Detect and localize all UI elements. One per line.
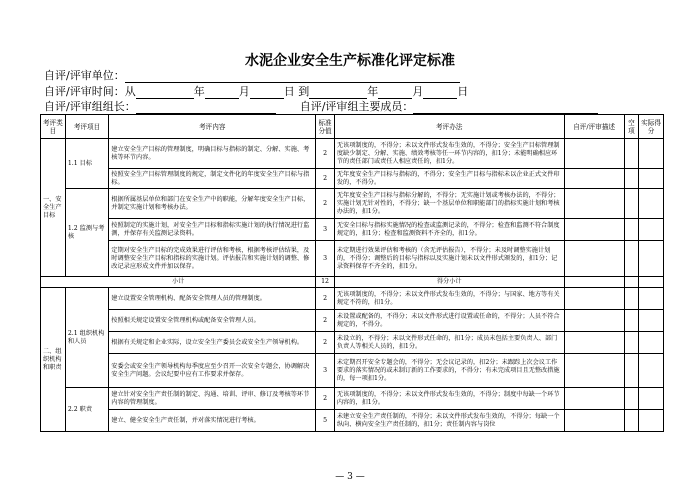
method-cell: 无该项制度的，不得分；未以文件形式发布生效的，不得分；安全生产目标管理制度缺少制定、分解、实施、绩效考核等任一环节内容的，扣1分；未能明确相应环节的责任部门或责任人相应责任的，扣1分。: [334, 139, 564, 169]
category-cell: 一、安全生产目标: [41, 139, 66, 277]
table-row: [41, 189, 664, 219]
content-cell: 建立设置安全管理机构、配备安全管理人员的管理制度。: [109, 288, 316, 310]
table-row: [41, 219, 664, 241]
method-cell: 无该项制度的，不得分；未以文件形式发布生效的，不得分；与国家、地方等有关规定不符的，扣1分。: [334, 288, 564, 310]
description-cell[interactable]: [564, 219, 624, 241]
table-row: [41, 332, 664, 354]
score-cell: 2: [316, 388, 335, 410]
method-cell: 未定期进行效果评估和考核的（含无评估报告），不得分；未及时调整实施计划的，不得分；调整后的目标与指标以及实施计划未以文件形式颁发的，扣1分；记录资料保存不齐全的，扣1分。: [334, 241, 564, 277]
item-cell: 1.1 目标: [65, 139, 108, 189]
table-row: [41, 241, 664, 277]
subtotal-label: 小计: [41, 277, 316, 288]
actual-score-cell[interactable]: [639, 169, 664, 189]
blank-cell[interactable]: [624, 219, 638, 241]
subtotal-score: 12: [316, 277, 335, 288]
description-cell[interactable]: [564, 241, 624, 277]
content-cell: 安委会或安全生产领导机构每季度应至少召开一次安全专题会，协调解决安全生产问题。会议纪要中应有工作要求并保存。: [109, 354, 316, 388]
item-cell: 2.1 组织机构和人员: [65, 288, 108, 388]
blank-cell[interactable]: [624, 410, 638, 432]
score-cell: 2: [316, 169, 335, 189]
score-cell: 5: [316, 410, 335, 432]
item-cell: 1.2 监测与考核: [65, 189, 108, 277]
actual-score-cell[interactable]: [639, 139, 664, 169]
blank-cell[interactable]: [624, 288, 638, 310]
method-cell: 无年度安全生产目标与指标的，不得分；安全生产目标与指标未以企业正式文件印发的，不得分。: [334, 169, 564, 189]
score-cell: 2: [316, 310, 335, 332]
content-cell: 按照安全生产目标管理制度的规定，制定文件化的年度安全生产目标与指标。: [109, 169, 316, 189]
members-label: 自评/评审组主要成员：: [299, 100, 414, 113]
page-number: — 3 —: [335, 472, 365, 482]
score-cell: 3: [316, 219, 335, 241]
score-cell: 3: [316, 354, 335, 388]
score-cell: 3: [316, 241, 335, 277]
time-line: 自评/评审时间：从 年 月 日 到 年 月 日: [44, 85, 469, 98]
blank-cell[interactable]: [624, 388, 638, 410]
unit-blank: [125, 71, 460, 83]
description-cell[interactable]: [564, 139, 624, 169]
description-cell[interactable]: [564, 354, 624, 388]
blank-cell[interactable]: [624, 354, 638, 388]
actual-score-cell[interactable]: [639, 354, 664, 388]
method-cell: 未设立的，不得分；未以文件形式任命的，扣1分；成员未包括主要负责人、部门负责人等相关人员的，扣1分。: [334, 332, 564, 354]
content-cell: 建立安全生产目标的管理制度，明确目标与指标的制定、分解、实施、考核等环节内容。: [109, 139, 316, 169]
table-row: [41, 310, 664, 332]
header-blank: 空项: [624, 115, 638, 139]
method-cell: 未建立安全生产责任制的，不得分；未以文件形式发布生效的，不得分；每缺一个纵向、横向安全生产责任制的，扣1分；责任制内容与岗位: [334, 410, 564, 432]
actual-score-cell[interactable]: [639, 219, 664, 241]
header-category: 考评类目: [41, 115, 66, 139]
table-row: [41, 354, 664, 388]
blank-cell[interactable]: [624, 189, 638, 219]
content-cell: 根据所属基层单位和部门在安全生产中的职能，分解年度安全生产目标，并制定实施计划和考核办法。: [109, 189, 316, 219]
description-cell[interactable]: [564, 169, 624, 189]
description-cell[interactable]: [564, 410, 624, 432]
method-cell: 无安全目标与指标实施情况的检查或监测记录的，不得分；检查和监测不符合制度规定的，扣1分；检查和监测资料不齐全的，扣1分。: [334, 219, 564, 241]
header-actual: 实际得分: [639, 115, 664, 139]
item-cell: 2.2 职责: [65, 388, 108, 432]
content-cell: 定期对安全生产目标的完成效果进行评估和考核，根据考核评估结果，及时调整安全生产目标和指标的实施计划。评估报告和实施计划的调整、修改记录应形成文件并加以保存。: [109, 241, 316, 277]
blank-cell[interactable]: [624, 332, 638, 354]
subtotal-row: [41, 277, 664, 288]
document-title: 水泥企业安全生产标准化评定标准: [245, 53, 455, 69]
table-row: [41, 169, 664, 189]
leader-line: [44, 98, 598, 114]
description-cell[interactable]: [564, 288, 624, 310]
subtotal-text: 得分小计: [334, 277, 564, 288]
blank-cell[interactable]: [624, 139, 638, 169]
description-cell[interactable]: [564, 277, 624, 288]
actual-score-cell[interactable]: [639, 310, 664, 332]
score-cell: 2: [316, 139, 335, 169]
blank-cell[interactable]: [624, 310, 638, 332]
content-cell: 按照相关规定设置安全管理机构或配备安全管理人员。: [109, 310, 316, 332]
header-description: 自评/评审描述: [564, 115, 624, 139]
header-row: [41, 115, 664, 139]
actual-score-cell[interactable]: [639, 288, 664, 310]
score-cell: 2: [316, 288, 335, 310]
category-cell: 二、组织机构和职责: [41, 288, 66, 432]
description-cell[interactable]: [564, 189, 624, 219]
method-cell: 未设置或配备的，不得分；未以文件形式进行设置或任命的，不得分；人员不符合规定的，不得分。: [334, 310, 564, 332]
actual-score-cell[interactable]: [639, 388, 664, 410]
header-method: 考评办法: [334, 115, 564, 139]
actual-score-cell[interactable]: [639, 332, 664, 354]
description-cell[interactable]: [564, 388, 624, 410]
content-cell: 建立针对安全生产责任制的制定、沟通、培训、评审、修订及考核等环节内容的管理制度。: [109, 388, 316, 410]
header-item: 考评项目: [65, 115, 108, 139]
unit-label: 自评/评审单位：: [44, 69, 125, 82]
actual-score-cell[interactable]: [639, 277, 664, 288]
actual-score-cell[interactable]: [639, 189, 664, 219]
method-cell: 无年度安全生产目标与指标分解的，不得分；无实施计划或考核办法的，不得分；实施计划无针对性的，不得分；缺一个基层单位和职能部门的指标实施计划和考核办法的，扣1分。: [334, 189, 564, 219]
method-cell: 未定期召开安全专题会的，不得分；无会议记录的，扣2分；未跟踪上次会议工作要求的落实情况的或未制订新的工作要求的，不得分；有未完成项目且无整改措施的，每一项扣1分。: [334, 354, 564, 388]
description-cell[interactable]: [564, 332, 624, 354]
table-row: [41, 388, 664, 410]
content-cell: 按照制定的实施计划，对安全生产目标和指标实施计划的执行情况进行监测，并保存有关监测记录资料。: [109, 219, 316, 241]
blank-cell[interactable]: [624, 169, 638, 189]
unit-line: [44, 67, 460, 83]
blank-cell[interactable]: [624, 277, 638, 288]
header-content: 考评内容: [109, 115, 316, 139]
blank-cell[interactable]: [624, 241, 638, 277]
time-label: 自评/评审时间：从: [44, 85, 136, 98]
table-row: [41, 410, 664, 432]
evaluation-table: [40, 114, 664, 432]
leader-label: 自评/评审组组长：: [44, 100, 136, 113]
method-cell: 无该项制度的，不得分；未以文件形式发布生效的，不得分；制度中每缺一个环节内容的，扣1分。: [334, 388, 564, 410]
description-cell[interactable]: [564, 310, 624, 332]
score-cell: 2: [316, 189, 335, 219]
table-row: [41, 139, 664, 169]
content-cell: 根据有关规定和企业实际，设立安全生产委员会或安全生产领导机构。: [109, 332, 316, 354]
table-row: [41, 288, 664, 310]
actual-score-cell[interactable]: [639, 410, 664, 432]
actual-score-cell[interactable]: [639, 241, 664, 277]
score-cell: 2: [316, 332, 335, 354]
header-score: 标准分值: [316, 115, 335, 139]
content-cell: 建立、健全安全生产责任制，并对落实情况进行考核。: [109, 410, 316, 432]
